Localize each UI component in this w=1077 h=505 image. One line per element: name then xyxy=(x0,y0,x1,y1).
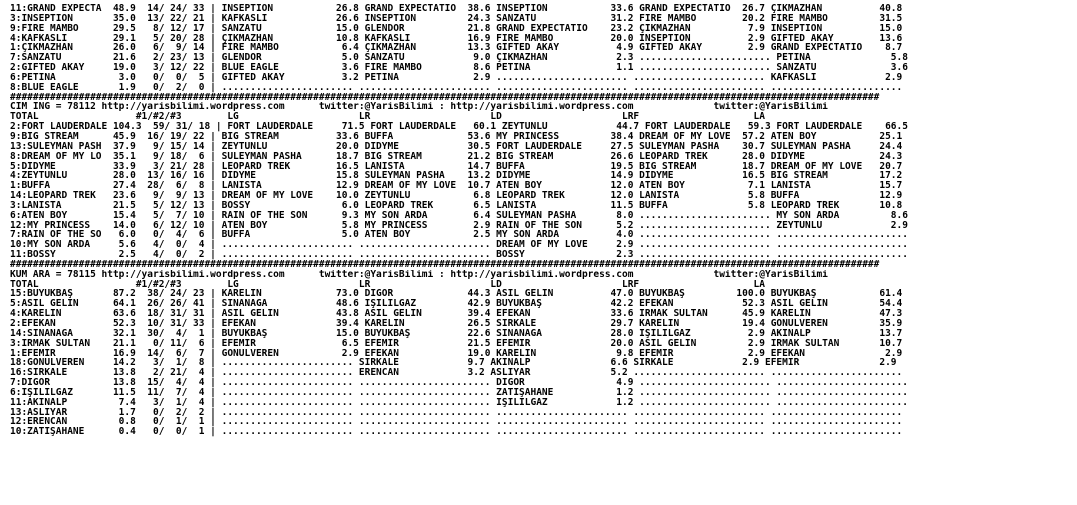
report-line: 12:MY PRINCESS 14.0 6/ 12/ 10 | ATEN BOY 5.8 MY PRINCESS 2.9 RAIN OF THE SON 5.2 ....................... ZEYTUNLU 2.9 xyxy=(10,220,908,231)
report-line: 1:BUFFA 27.4 28/ 6/ 8 | LANISTA 12.9 DREAM OF MY LOVE 10.7 ATEN BOY 12.0 ATEN BOY 7.1 LANISTA 15.7 xyxy=(10,181,903,192)
report-line: 4:ZEYTUNLU 28.0 13/ 16/ 16 | DIDYME 15.8 SÜLEYMAN PASHA 13.2 DIDYME 14.9 DIDYME 16.5 BIG STREAM 17.2 xyxy=(10,171,903,182)
report-line: 4:KARELİN 63.6 18/ 31/ 31 | ASİL GELİN 43.8 ASİL GELİN 39.4 EFEKAN 33.6 IRMAK SULTAN 45.9 KARELİN 47.3 xyxy=(10,309,903,319)
report-line: 3:IRMAK SULTAN 21.1 0/ 11/ 6 | EFEMİR 6.5 EFEMİR 21.5 EFEMİR 20.0 ASİL GELİN 2.9 IRMAK SULTAN 10.7 xyxy=(10,338,903,349)
report-line: 8:DREAM OF MY LO 35.1 9/ 18/ 6 | SÜLEYMAN PASHA 18.7 BIG STREAM 21.2 BIG STREAM 26.6 LEOPARD TREK 28.0 DIDYME 24.3 xyxy=(10,151,903,162)
report-line: 11:AKINALP 7.4 3/ 1/ 4 | ....................... ....................... IŞILILGAZ 1.2 ....................... ....................... xyxy=(10,397,908,408)
report-line: 5:ASİL GELİN 64.1 26/ 26/ 41 | SINANAĞA 48.6 IŞILILGAZ 42.9 BÜYÜKBAŞ 42.2 EFEKAN 52.3 ASİL GELİN 54.4 xyxy=(10,299,903,310)
report-line: 6:IŞILILGAZ 11.5 11/ 7/ 4 | ....................... ....................... ZATİŞAHANE 1.2 ....................... ....................... xyxy=(10,387,908,398)
report-line: 12:ERENCAN 0.8 0/ 1/ 1 | ....................... ....................... ....................... ....................... ....................... xyxy=(10,417,903,428)
report-line: 10:ZATİŞAHANE 0.4 0/ 0/ 1 | ....................... ....................... ....................... ....................... ....................... xyxy=(10,427,903,438)
report-line: 10:MY SON ARDA 5.6 4/ 0/ 4 | ....................... ....................... DREAM OF MY LOVE 2.9 ....................... ....................... xyxy=(10,240,908,251)
report-line: TOTAL #1/#2/#3 LG LR LD LRF LA xyxy=(10,279,765,290)
report-line: 4:KAFKASLI 29.1 5/ 20/ 28 | ÇIKMAZHAN 10.8 KAFKASLI 16.9 FIRE MAMBO 20.0 INSEPTION 2.9 GIFTED AKAY 13.6 xyxy=(10,33,903,44)
report-line: 3:LANISTA 21.5 5/ 12/ 13 | BOSSY 6.0 LEOPARD TREK 6.5 LANISTA 11.5 BUFFA 5.8 LEOPARD TREK 10.8 xyxy=(10,200,903,211)
report-line: 9:FIRE MAMBO 29.5 8/ 12/ 17 | SANZATU 15.0 GLENDOR 21.8 GRAND EXPECTATIO 23.2 ÇIKMAZHAN 7.9 INSEPTION 15.0 xyxy=(10,23,903,34)
report-line: TOTAL #1/#2/#3 LG LR LD LRF LA xyxy=(10,112,765,123)
report-line: 7:RAIN OF THE SO 6.0 0/ 4/ 6 | BUFFA 5.0 ATEN BOY 2.5 MY SON ARDA 4.0 ....................... ....................... xyxy=(10,230,908,241)
report-line: 15:BÜYÜKBAŞ 87.2 38/ 24/ 23 | KARELİN 73.0 DİGOR 44.3 ASİL GELİN 47.0 BÜYÜKBAŞ 100.0 BÜYÜKBAŞ 61.4 xyxy=(10,289,903,300)
report-line: CIM ING = 78112 http://yarisbilimi.wordpress.com twitter:@YarisBilimi : http://yarisbilimi.wordpress.com twitter:@YarisBilimi xyxy=(10,102,828,113)
report-line: 2:GIFTED AKAY 19.0 3/ 12/ 22 | BLUE EAGLE 3.6 FIRE MAMBO 8.6 PETINA 1.1 ....................... SANZATU 3.6 xyxy=(10,63,908,73)
report-line: 6:PETINA 3.0 0/ 0/ 5 | GIFTED AKAY 3.2 PETINA 2.9 ....................... ....................... KAFKASLI 2.9 xyxy=(10,72,903,83)
report-line: ######################################################################################################################################################## xyxy=(10,92,880,103)
report-line: 18:GÖNÜLVEREN 14.2 3/ 1/ 8 | ....................... SIRKALE 9.7 AKINALP 6.6 SIRKALE 2.9 EFEMİR 2.9 xyxy=(10,358,897,369)
report-line: 14:LEOPARD TREK 23.6 9/ 9/ 13 | DREAM OF MY LOVE 10.0 ZEYTUNLU 6.8 LEOPARD TREK 12.0 LANISTA 5.8 BUFFA 12.9 xyxy=(10,191,903,201)
report-line: 11:BOSSY 2.5 4/ 0/ 2 | ....................... ....................... BOSSY 2.3 ....................... ....................... xyxy=(10,250,908,260)
report-line: 8:BLUE EAGLE 1.9 0/ 2/ 0 | ....................... ....................... ....................... ....................... ....................... xyxy=(10,82,903,93)
report-line: 16:SIRKALE 13.8 2/ 21/ 4 | ....................... ERENCAN 3.2 ASLIYAR 5.2 ....................... ....................... xyxy=(10,368,903,379)
report-line: 1:EFEMİR 16.9 14/ 6/ 7 | GÖNÜLVEREN 2.9 EFEKAN 19.0 KARELİN 9.8 EFEMİR 2.9 EFEKAN 2.9 xyxy=(10,348,903,359)
report-line: 13:ASLIYAR 1.7 0/ 2/ 2 | ....................... ....................... ....................... ....................... ....................... xyxy=(10,407,903,418)
report-line: KUM ARA = 78115 http://yarisbilimi.wordpress.com twitter:@YarisBilimi : http://yarisbilimi.wordpress.com twitter:@YarisBilimi xyxy=(10,269,828,280)
report-line: 7:SANZATU 21.6 2/ 23/ 13 | GLENDOR 5.0 SANZATU 9.0 ÇIKMAZHAN 2.3 ....................... PETINA 5.8 xyxy=(10,53,908,64)
report-line: 11:GRAND EXPECTA 48.9 14/ 24/ 33 | INSEPTION 26.8 GRAND EXPECTATIO 38.6 INSEPTION 33.6 GRAND EXPECTATIO 26.7 ÇIKMAZHAN 40.8 xyxy=(10,4,903,14)
report-line: 6:ATEN BOY 15.4 5/ 7/ 10 | RAIN OF THE SON 9.3 MY SON ARDA 6.4 SÜLEYMAN PASHA 8.0 ....................... MY SON ARDA 8.6 xyxy=(10,210,908,221)
report-line: 3:INSEPTION 35.0 13/ 22/ 21 | KAFKASLI 26.6 INSEPTION 24.3 SANZATU 31.2 FIRE MAMBO 20.2 FIRE MAMBO 31.5 xyxy=(10,13,903,24)
report-line: 5:DIDYME 33.9 3/ 21/ 28 | LEOPARD TREK 16.5 LANISTA 14.7 BUFFA 19.5 BIG STREAM 18.7 DREAM OF MY LOVE 20.7 xyxy=(10,161,903,172)
report-line: 2:EFEKAN 52.3 10/ 31/ 33 | EFEKAN 39.4 KARELİN 26.5 SIRKALE 29.7 KARELİN 19.4 GÖNÜLVEREN 35.9 xyxy=(10,319,903,329)
report-line: 14:SINANAĞA 32.1 30/ 4/ 1 | BÜYÜKBAŞ 15.0 BÜYÜKBAŞ 22.6 SINANAĞA 28.0 IŞILILGAZ 2.9 AKINALP 13.7 xyxy=(10,328,903,339)
report-line: 13:SÜLEYMAN PASH 37.9 9/ 15/ 14 | ZEYTUNLU 20.0 DIDYME 30.5 FORT LAUDERDALE 27.5 SÜLEYMAN PASHA 30.7 SÜLEYMAN PASHA 24.4 xyxy=(10,141,903,152)
report-line: 7:DİGOR 13.8 15/ 4/ 4 | ....................... ....................... DİGOR 4.9 ....................... ....................... xyxy=(10,378,908,388)
report-line: ######################################################################################################################################################## xyxy=(10,259,880,270)
report-line: 1:ÇIKMAZHAN 26.0 6/ 9/ 14 | FIRE MAMBO 6.4 ÇIKMAZHAN 13.3 GIFTED AKAY 4.9 GIFTED AKAY 2.9 GRAND EXPECTATIO 8.7 xyxy=(10,43,903,54)
report-line: 9:BIG STREAM 45.9 16/ 19/ 22 | BIG STREAM 33.6 BUFFA 53.6 MY PRINCESS 38.4 DREAM OF MY LOVE 57.2 ATEN BOY 25.1 xyxy=(10,131,903,142)
report-line: 2:FORT LAUDERDALE 104.3 59/ 31/ 18 | FORT LAUDERDALE 71.5 FORT LAUDERDALE 60.1 ZEYTUNLU 44.7 FORT LAUDERDALE 59.3 FORT LAUDERDALE 66.5 xyxy=(10,122,908,132)
